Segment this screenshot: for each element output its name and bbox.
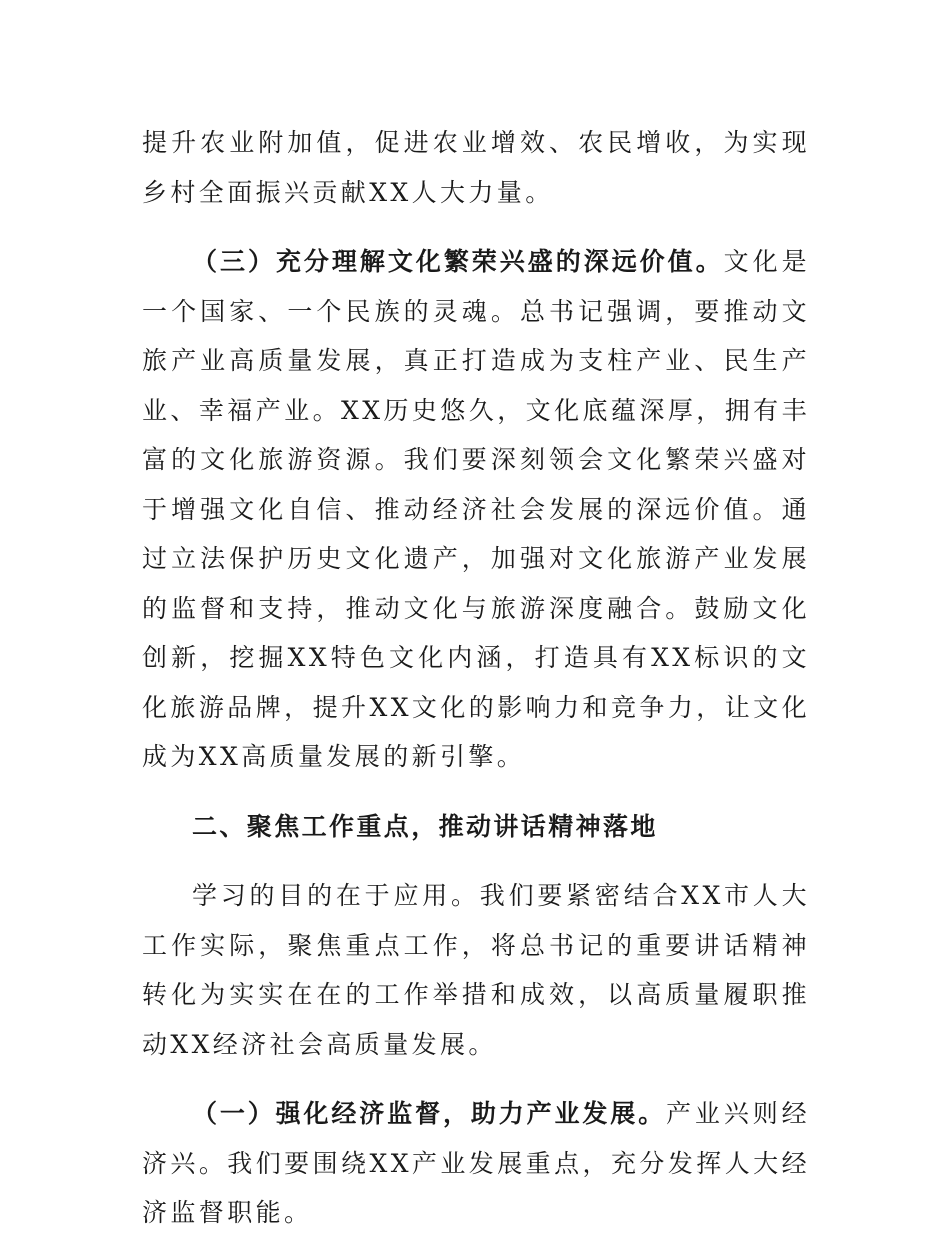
subsection-one-paragraph <box>142 1089 810 1238</box>
document-body <box>142 118 810 1238</box>
section-three-body: 文化是一个国家、一个民族的灵魂。总书记强调，要推动文旅产业高质量发展，真正打造成为支柱产业、民生产业、幸福产业。XX历史悠久，文化底蕴深厚，拥有丰富的文化旅游资源。我们要深刻领会文化繁荣兴盛对于增强文化自信、推动经济社会发展的深远价值。通过立法保护历史文化遗产，加强对文化旅游产业发展的监督和支持，推动文化与旅游深度融合。鼓励文化创新，挖掘XX特色文化内涵，打造具有XX标识的文化旅游品牌，提升XX文化的影响力和竞争力，让文化成为XX高质量发展的新引擎。 <box>142 247 811 771</box>
subsection-one-body: 产业兴则经济兴。我们要围绕XX产业发展重点，充分发挥人大经济监督职能。 <box>142 1099 810 1227</box>
paragraph-continuation: 提升农业附加值，促进农业增效、农民增收，为实现乡村全面振兴贡献XX人大力量。 <box>142 128 810 207</box>
section-three-paragraph <box>142 237 810 782</box>
subsection-one-lead: （一）强化经济监督，助力产业发展。 <box>192 1099 667 1128</box>
intro-paragraph: 学习的目的在于应用。我们要紧密结合XX市人大工作实际，聚焦重点工作，将总书记的重要讲话精神转化为实实在在的工作举措和成效，以高质量履职推动XX经济社会高质量发展。 <box>142 881 810 1059</box>
section-heading-two: 二、聚焦工作重点，推动讲话精神落地 <box>192 811 658 841</box>
section-three-lead: （三）充分理解文化繁荣兴盛的深远价值。 <box>192 247 724 276</box>
